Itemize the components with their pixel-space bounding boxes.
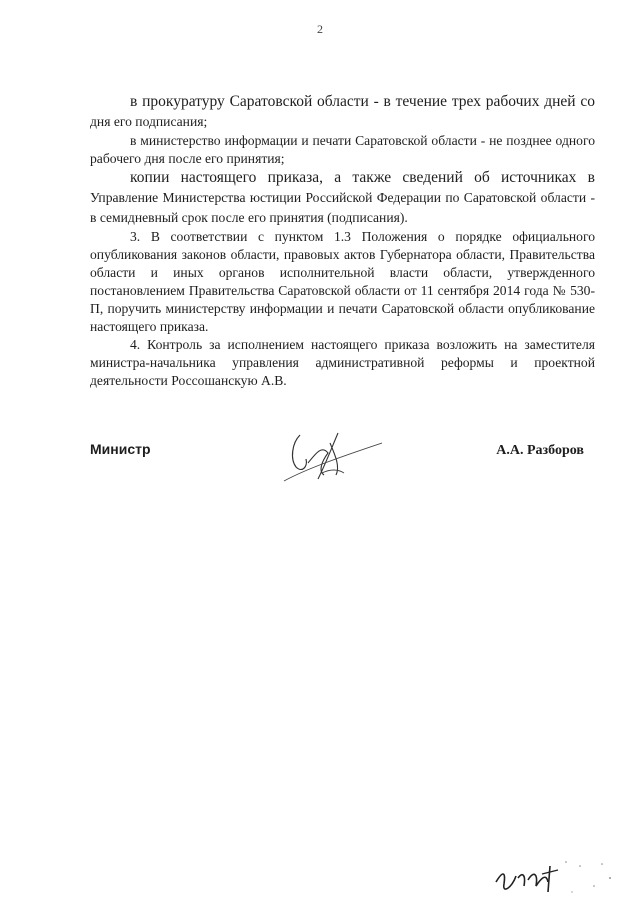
signatory-title: Министр [90,441,151,457]
document-body [90,92,595,390]
signature-block [90,435,590,495]
page-number: 2 [317,22,323,36]
registration-mark-scribble [490,852,570,902]
paragraph-point-4: 4. Контроль за исполнением настоящего приказа возложить на заместителя министра-начальника управления административной реформы и проектной деятельности Россошанскую А.В. [90,337,595,388]
paragraph-point-3: 3. В соответствии с пунктом 1.3 Положения о порядке официального опубликования законов области, правовых актов Губернатора области, Правительства области и иных органов исполнительной власти области, утвержденного постановлением Правительства Саратовской области от 11 сентября 2014 года № 530-П, поручить министерству информации и печати Саратовской области опубликование настоящего приказа. [90,229,595,334]
paragraph-copies-large: копии настоящего приказа, а также сведений об источниках в [130,169,595,186]
paragraph-prosecutor [90,92,595,132]
paragraph-ministry-info: в министерство информации и печати Саратовской области - не позднее одного рабочего дня после его принятия; [90,133,595,166]
paragraph-copies-cont: Управление Министерства юстиции Российской Федерации по Саратовской области - в семидневный срок после его принятия (подписания). [90,190,595,225]
signatory-name: А.А. Разборов [496,443,584,458]
handwritten-signature [278,423,388,503]
paragraph-prosecutor-large: в прокуратуру Саратовской области - в течение трех рабочих дней со [130,93,595,110]
paragraph-prosecutor-cont: дня его подписания; [90,114,208,129]
scan-artifact-dots [560,858,620,898]
paragraph-copies [90,168,595,228]
